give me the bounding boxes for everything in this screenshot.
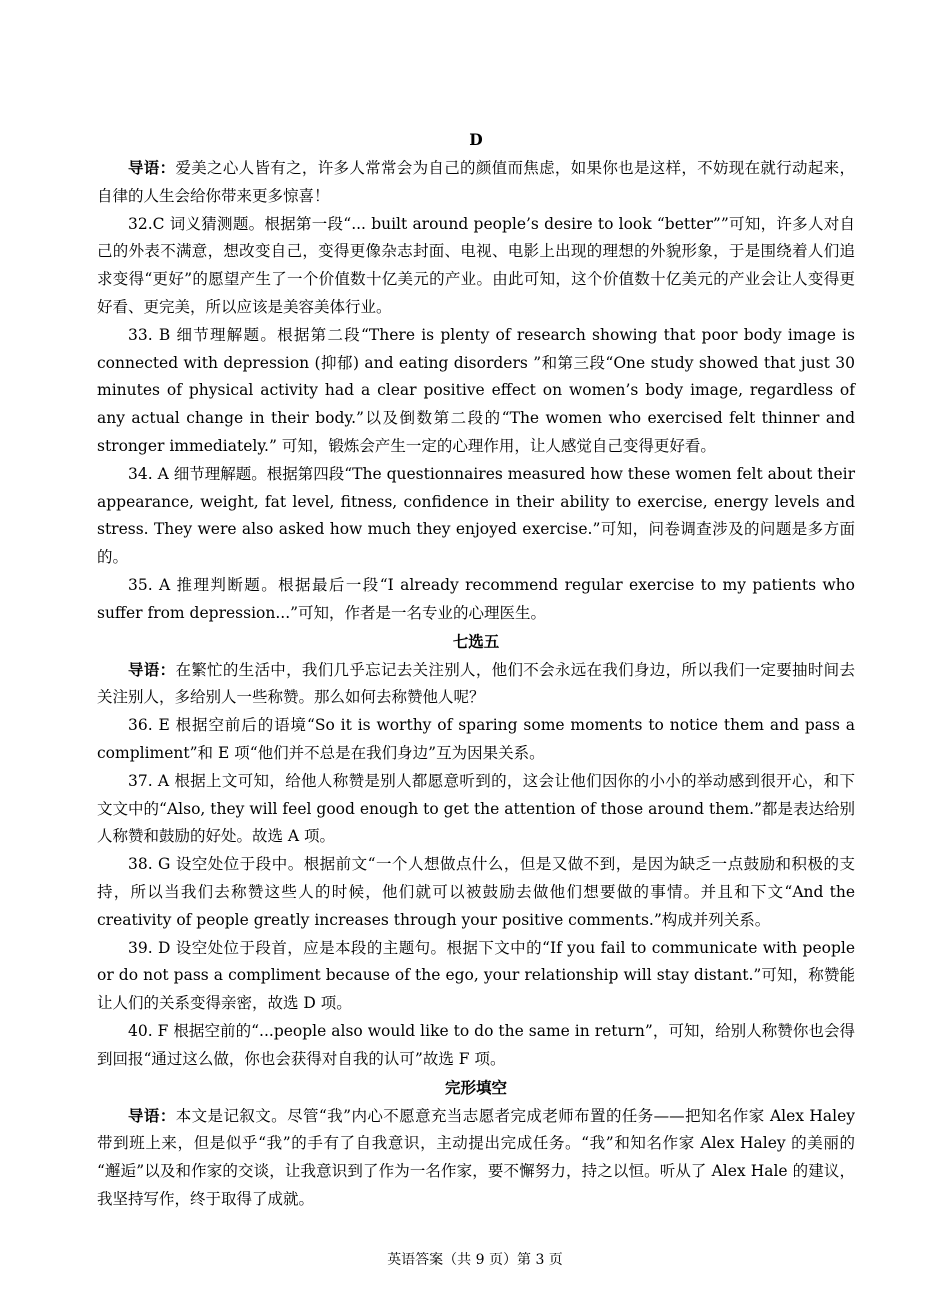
guide-text: 在繁忙的生活中，我们几乎忘记去关注别人，他们不会永远在我们身边，所以我们一定要抽时间去关注别人，多给别人一些称赞。那么如何去称赞他人呢？ [97, 660, 855, 707]
section-d-guide [97, 154, 855, 211]
section-cloze-guide [97, 1102, 855, 1214]
answer-34: 34. A 细节理解题。根据第四段“The questionnaires measured how these women felt about their appearance, weight, fat level, fitness, confidence in their ability to exercise, energy levels and stress. They were also asked how much they enjoyed exercise.”可知，问卷调查涉及的问题是多方面的。 [97, 464, 855, 567]
answer-page [97, 126, 855, 1214]
answer-39: 39. D 设空处位于段首，应是本段的主题句。根据下文中的“If you fail to communicate with people or do not pass a compliment because of the ego, your relationship will stay distant.”可知，称赞能让人们的关系变得亲密，故选 D 项。 [97, 938, 855, 1013]
answer-33: 33. B 细节理解题。根据第二段“There is plenty of research showing that poor body image is connected with depression (抑郁) and eating disorders ”和第三段“One study showed that just 30 minutes of physical activity had a clear positive effect on women’s body image, regardless of any actual change in their body.”以及倒数第二段的“The women who exercised felt thinner and stronger immediately.” 可知，锻炼会产生一定的心理作用，让人感觉自己变得更好看。 [97, 325, 855, 455]
guide-label: 导语： [128, 158, 176, 177]
guide-label: 导语： [128, 1105, 176, 1125]
answer-37: 37. A 根据上文可知，给他人称赞是别人都愿意听到的，这会让他们因你的小小的举动感到很开心，和下文文中的“Also, they will feel good enough to get the attention of those around them.”都是表达给别人称赞和鼓励的好处。故选 A 项。 [97, 771, 855, 846]
answer-38: 38. G 设空处位于段中。根据前文“一个人想做点什么，但是又做不到，是因为缺乏一点鼓励和积极的支持，所以当我们去称赞这些人的时候，他们就可以被鼓励去做他们想要做的事情。并且和下文“And the creativity of people greatly increases through your positive comments.”构成并列关系。 [97, 855, 855, 929]
section-d-heading: D [469, 130, 483, 149]
page-footer: 英语答案（共 9 页）第 3 页 [387, 1252, 563, 1268]
guide-text: 爱美之心人皆有之，许多人常常会为自己的颜值而焦虑，如果你也是这样，不妨现在就行动起来，自律的人生会给你带来更多惊喜！ [97, 159, 855, 205]
section-cloze-heading: 完形填空 [444, 1077, 507, 1097]
section-seven-heading: 七选五 [452, 631, 500, 651]
answer-36: 36. E 根据空前后的语境“So it is worthy of sparing some moments to notice them and pass a compliment”和 E 项“他们并不总是在我们身边”互为因果关系。 [97, 716, 855, 762]
answer-40: 40. F 根据空前的“...people also would like to do the same in return”，可知，给别人称赞你也会得到回报“通过这么做，你也会获得对自我的认可”故选 F 项。 [97, 1021, 855, 1068]
section-seven-guide [97, 656, 855, 713]
guide-label: 导语： [128, 659, 176, 679]
answer-35: 35. A 推理判断题。根据最后一段“I already recommend regular exercise to my patients who suffer from depression...”可知，作者是一名专业的心理医生。 [97, 575, 855, 622]
guide-text: 本文是记叙文。尽管“我”内心不愿意充当志愿者完成老师布置的任务——把知名作家 Alex Haley 带到班上来，但是似乎“我”的手有了自我意识，主动提出完成任务。“我”和知名作家 Alex Haley 的美丽的 “邂逅”以及和作家的交谈，让我意识到了作为一名作家，要不懈努力，持之以恒。听从了 Alex Hale 的建议，我坚持写作，终于取得了成就。 [97, 1106, 855, 1208]
answer-32: 32.C 词义猜测题。根据第一段“... built around people’s desire to look “better””可知，许多人对自己的外表不满意，想改变自己，变得更像杂志封面、电视、电影上出现的理想的外貌形象，于是围绕着人们追求变得“更好”的愿望产生了一个价值数十亿美元的产业。由此可知，这个价值数十亿美元的产业会让人变得更好看、更完美，所以应该是美容美体行业。 [97, 214, 855, 316]
